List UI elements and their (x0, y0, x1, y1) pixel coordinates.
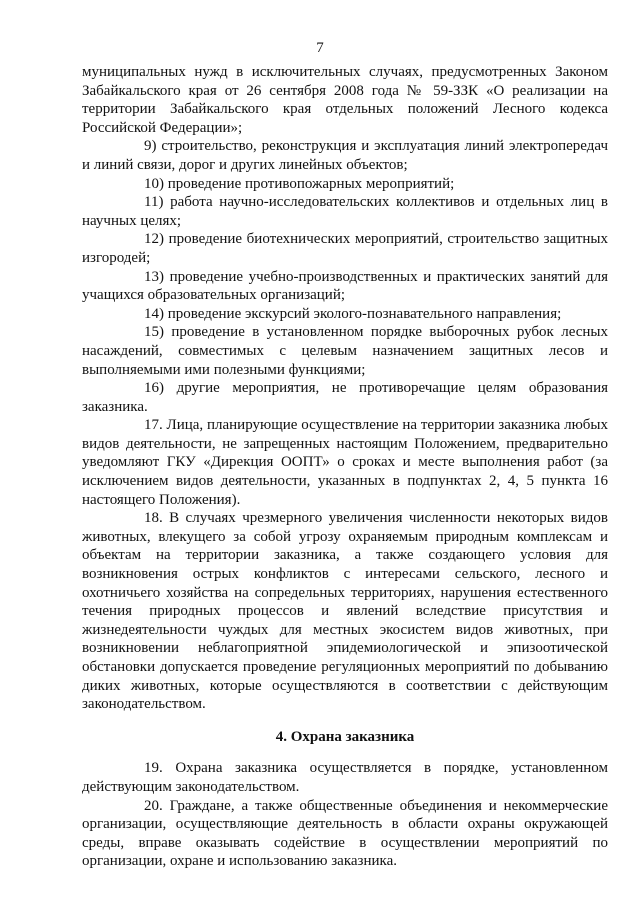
page-number: 7 (316, 40, 324, 56)
paragraph-clause-19: 19. Охрана заказника осуществляется в порядке, установленном действующим законодательством. (82, 760, 608, 795)
paragraph-clause-18: 18. В случаях чрезмерного увеличения численности некоторых видов животных, влекущего за собой угрозу охраняемым природным комплексам и объектам на территории заказника, а также создающего условия для возникновения острых конфликтов с интересами сельского, лесного и охотничьего хозяйства на сопредельных территориях, нарушения естественного течения природных процессов и явлений вследствие присутствия и жизнедеятельности чуждых для местных экосистем видов животных, при возникновении неблагоприятной эпидемиологической и эпизоотической обстановки допускается проведение регуляционных мероприятий по добыванию диких животных, которые осуществляются в соответствии с действующим законодательством. (82, 510, 608, 713)
paragraph-item-13: 13) проведение учебно-производственных и практических занятий для учащихся образовательных организаций; (82, 268, 608, 304)
paragraph-item-15: 15) проведение в установленном порядке выборочных рубок лесных насаждений, совместимых с целевым назначением защитных лесов и выполняемыми ими полезными функциями; (82, 324, 608, 378)
paragraph-item-9: 9) строительство, реконструкция и эксплуатация линий электропередач и линий связи, дорог и других линейных объектов; (82, 138, 608, 173)
document-body (82, 63, 608, 871)
paragraph-item-12: 12) проведение биотехнических мероприятий, строительство защитных изгородей; (82, 231, 608, 266)
section-heading: 4. Охрана заказника (275, 728, 415, 745)
paragraph-clause-20: 20. Граждане, а также общественные объединения и некоммерческие организации, осуществляющие деятельность в области охраны окружающей среды, вправе оказывать содействие в осуществлении мероприятий по организации, охране и использованию заказника. (82, 797, 608, 870)
paragraph-clause-17: 17. Лица, планирующие осуществление на территории заказника любых видов деятельности, не запрещенных настоящим Положением, предварительно уведомляют ГКУ «Дирекция ООПТ» о сроках и месте выполнения работ (за исключением видов деятельности, указанных в подпунктах 2, 4, 5 пункта 16 настоящего Положения). (82, 417, 608, 508)
paragraph-continuation: муниципальных нужд в исключительных случаях, предусмотренных Законом Забайкальского края от 26 сентября 2008 года № 59-ЗЗК «О реализации на территории Забайкальского края отдельных положений Лесного кодекса Российской Федерации»; (82, 64, 608, 136)
paragraph-item-11: 11) работа научно-исследовательских коллективов и отдельных лиц в научных целях; (82, 194, 608, 229)
paragraph-item-16: 16) другие мероприятия, не противоречащие целям образования заказника. (82, 380, 608, 415)
paragraph-item-10: 10) проведение противопожарных мероприятий; (144, 175, 455, 192)
paragraph-item-14: 14) проведение экскурсий эколого-познавательного направления; (144, 305, 562, 322)
